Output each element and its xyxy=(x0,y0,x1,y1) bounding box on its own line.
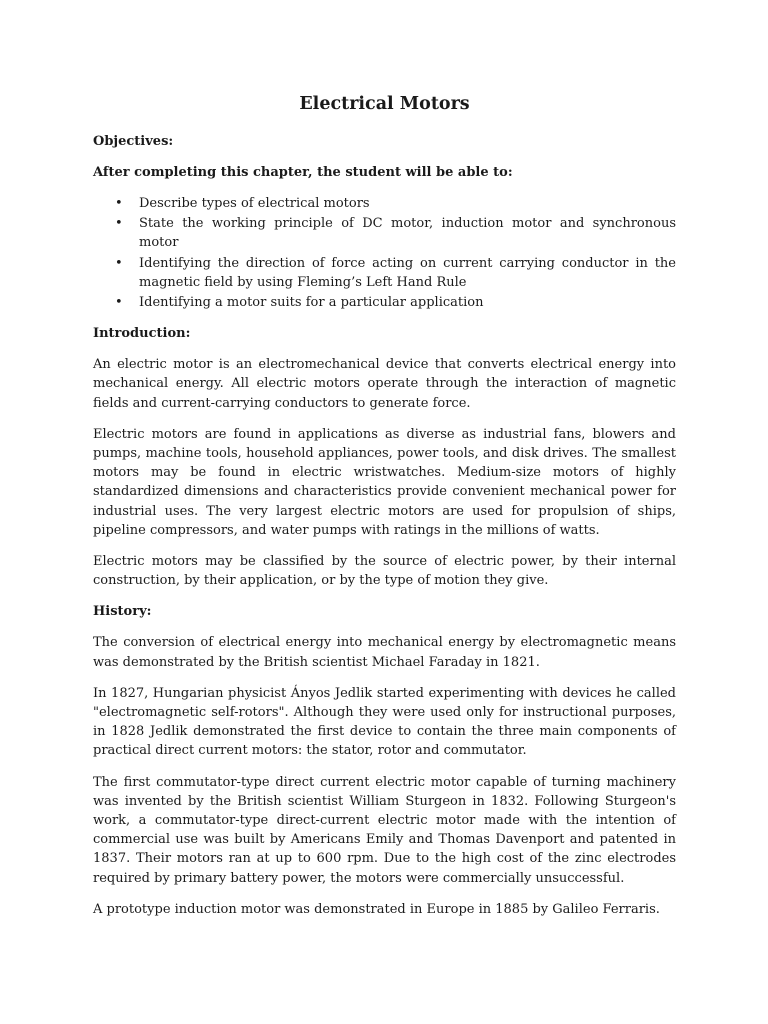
introduction-paragraph: Electric motors may be classified by the source of electric power, by their internal construction, by their application, or by the type of motion they give. xyxy=(93,554,676,589)
list-item xyxy=(93,214,676,252)
objective-text: Describe types of electrical motors xyxy=(139,196,370,211)
page-title: Electrical Motors xyxy=(299,94,470,114)
history-paragraph: A prototype induction motor was demonstrated in Europe in 1885 by Galileo Ferraris. xyxy=(93,901,660,917)
introduction-paragraph: Electric motors are found in applications as diverse as industrial fans, blowers and pumps, machine tools, household appliances, power tools, and disk drives. The smallest motors may be found in electric wristwatches. Medium-size motors of highly standardized dimensions and characteristics provide convenient mechanical power for industrial uses. The very largest electric motors are used for propulsion of ships, pipeline compressors, and water pumps with ratings in the millions of watts. xyxy=(93,426,676,538)
list-item xyxy=(93,293,676,312)
introduction-paragraph: An electric motor is an electromechanical device that converts electrical energy into mechanical energy. All electric motors operate through the interaction of magnetic fields and current-carrying conductors to generate force. xyxy=(93,357,676,411)
bullet-icon: • xyxy=(115,255,123,271)
objectives-heading: Objectives: xyxy=(93,134,174,149)
history-paragraph: In 1827, Hungarian physicist Ányos Jedlik started experimenting with devices he called "electromagnetic self-rotors". Although they were used only for instructional purposes, in 1828 Jedlik demonstrated the first device to contain the three main components of practical direct current motors: the stator, rotor and commutator. xyxy=(93,685,676,759)
history-paragraph: The conversion of electrical energy into mechanical energy by electromagnetic means was demonstrated by the British scientist Michael Faraday in 1821. xyxy=(93,635,676,670)
objective-text: Identifying a motor suits for a particular application xyxy=(139,295,484,311)
list-item xyxy=(93,254,676,292)
list-item xyxy=(93,194,676,213)
objectives-intro: After completing this chapter, the student will be able to: xyxy=(93,165,513,180)
history-heading: History: xyxy=(93,604,152,620)
introduction-heading: Introduction: xyxy=(93,326,191,342)
bullet-icon: • xyxy=(115,295,123,311)
objective-text: State the working principle of DC motor, induction motor and synchronous motor xyxy=(139,216,676,251)
objectives-list xyxy=(93,194,676,312)
bullet-icon: • xyxy=(115,216,123,232)
objective-text: Identifying the direction of force acting on current carrying conductor in the magnetic field by using Fleming’s Left Hand Rule xyxy=(139,255,676,290)
bullet-icon: • xyxy=(115,196,123,211)
history-paragraph: The first commutator-type direct current electric motor capable of turning machinery was invented by the British scientist William Sturgeon in 1832. Following Sturgeon's work, a commutator-type direct-current electric motor made with the intention of commercial use was built by Americans Emily and Thomas Davenport and patented in 1837. Their motors ran at up to 600 rpm. Due to the high cost of the zinc electrodes required by primary battery power, the motors were commercially unsuccessful. xyxy=(93,774,676,886)
document-page xyxy=(93,90,676,931)
